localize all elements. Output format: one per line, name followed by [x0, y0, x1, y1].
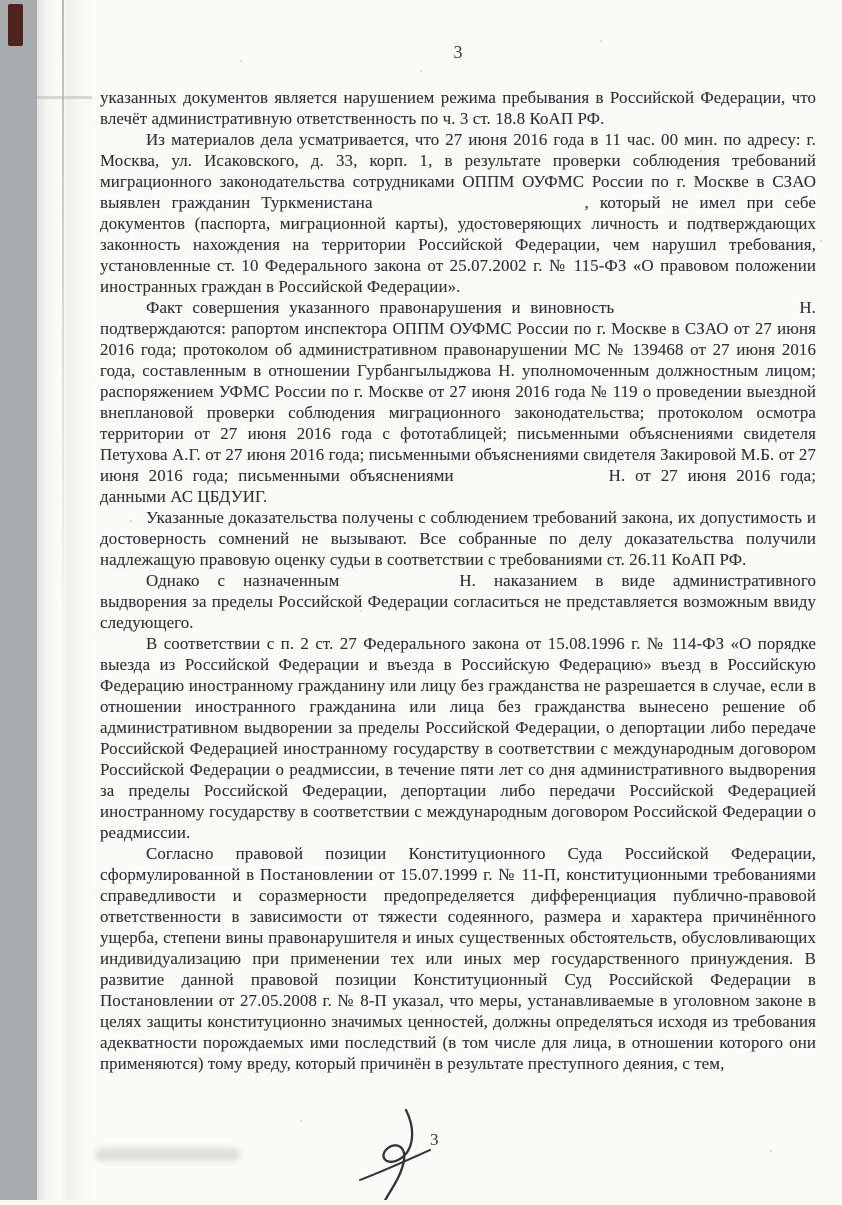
paragraph: Факт совершения указанного правонарушения и виновность Н. подтверждаются: рапортом инспектора ОППМ ОУФМС России по г. Москве в СЗАО от 27 июня 2016 года; протоколом об административном правонарушении МС № 139468 от 27 июня 2016 года, составленным в отношении Гурбангылыджова Н. уполномоченным должностным лицом; распоряжением УФМС России по г. Москве от 27 июня 2016 года № 119 о проведении выездной внеплановой проверки соблюдения миграционного законодательства; протоколом осмотра территории от 27 июня 2016 года с фототаблицей; письменными объяснениями свидетеля Петухова А.Г. от 27 июня 2016 года; письменными объяснениями свидетеля Закировой М.Б. от 27 июня 2016 года; письменными объяснениями Н. от 27 июня 2016 года; данными АС ЦБДУИГ.	[100, 298, 817, 506]
scan-noise	[0, 0, 2, 2]
paragraph: указанных документов является нарушением режима пребывания в Российской Федерации, что влечёт административную ответственность по ч. 3 ст. 18.8 КоАП РФ.	[100, 88, 816, 128]
corner-mark	[8, 4, 23, 46]
redaction-gap	[614, 311, 799, 313]
paragraph: Однако с назначенным Н. наказанием в виде административного выдворения за пределы Российской Федерации согласиться не представляется возможным ввиду следующего.	[100, 571, 816, 632]
paragraph: В соответствии с п. 2 ст. 27 Федерального закона от 15.08.1996 г. № 114-ФЗ «О порядке выезда из Российской Федерации и въезда в Российскую Федерацию» въезд в Российскую Федерацию иностранному гражданину или лицу без гражданства не разрешается в случае, если в отношении иностранного гражданина или лица без гражданства вынесено решение об административном выдворении за пределы Российской Федерации, о депортации либо передаче Российской Федерацией иностранному государству в соответствии с международным договором Российской Федерации о реадмиссии, в течение пяти лет со дня административного выдворения за пределы Российской Федерации, депортации либо передачи Российской Федерацией иностранному государству в соответствии с международным договором Российской Федерации о реадмиссии.	[100, 634, 816, 842]
page-number-bottom: 3	[430, 1130, 439, 1149]
paragraph: Указанные доказательства получены с соблюдением требований закона, их допустимость и достоверность сомнений не вызывают. Все собранные по делу доказательства получили надлежащую правовую оценку судьи в соответствии с требованиями ст. 26.11 КоАП РФ.	[100, 508, 816, 569]
redaction-gap	[454, 479, 609, 481]
page-fold-line	[37, 96, 92, 99]
document-body	[100, 87, 816, 1074]
scanner-edge-band	[0, 0, 37, 1200]
redaction-gap	[339, 584, 459, 586]
page-edge-strip	[37, 0, 92, 1200]
signature-paraph	[356, 1108, 448, 1200]
paragraph: Согласно правовой позиции Конституционного Суда Российской Федерации, сформулированной в Постановлении от 15.07.1999 г. № 11-П, конституционными требованиями справедливости и соразмерности предопределяется дифференциация публично-правовой ответственности в зависимости от тяжести содеянного, размера и характера причинённого ущерба, степени вины правонарушителя и иных существенных обстоятельств, обусловливающих индивидуализацию при применении тех или иных мер государственного принуждения. В развитие данной правовой позиции Конституционный Суд Российской Федерации в Постановлении от 27.05.2008 г. № 8-П указал, что меры, устанавливаемые в уголовном законе в целях защиты конституционно значимых ценностей, должны определяться исходя из требования адекватности порождаемых ими последствий (в том числе для лица, в отношении которого они применяются) тому вреду, который причинён в результате преступного деяния, с тем,	[100, 844, 816, 1073]
signature-paraph-icon	[356, 1108, 448, 1200]
page-number-top: 3	[453, 42, 463, 62]
scan-smudge	[95, 1148, 240, 1161]
redaction-gap	[373, 206, 585, 208]
paragraph: Из материалов дела усматривается, что 27 июня 2016 года в 11 час. 00 мин. по адресу: г. Москва, ул. Исаковского, д. 33, корп. 1, в результате проверки соблюдения требований миграционного законодательства сотрудниками ОППМ ОУФМС России по г. Москве в СЗАО выявлен гражданин Туркменистана , который не имел при себе документов (паспорта, миграционной карты), удостоверяющих личность и подтверждающих законность нахождения на территории Российской Федерации, чем нарушил требования, установленные ст. 10 Федерального закона от 25.07.2002 г. № 115-ФЗ «О правовом положении иностранных граждан в Российской Федерации».	[100, 130, 816, 296]
